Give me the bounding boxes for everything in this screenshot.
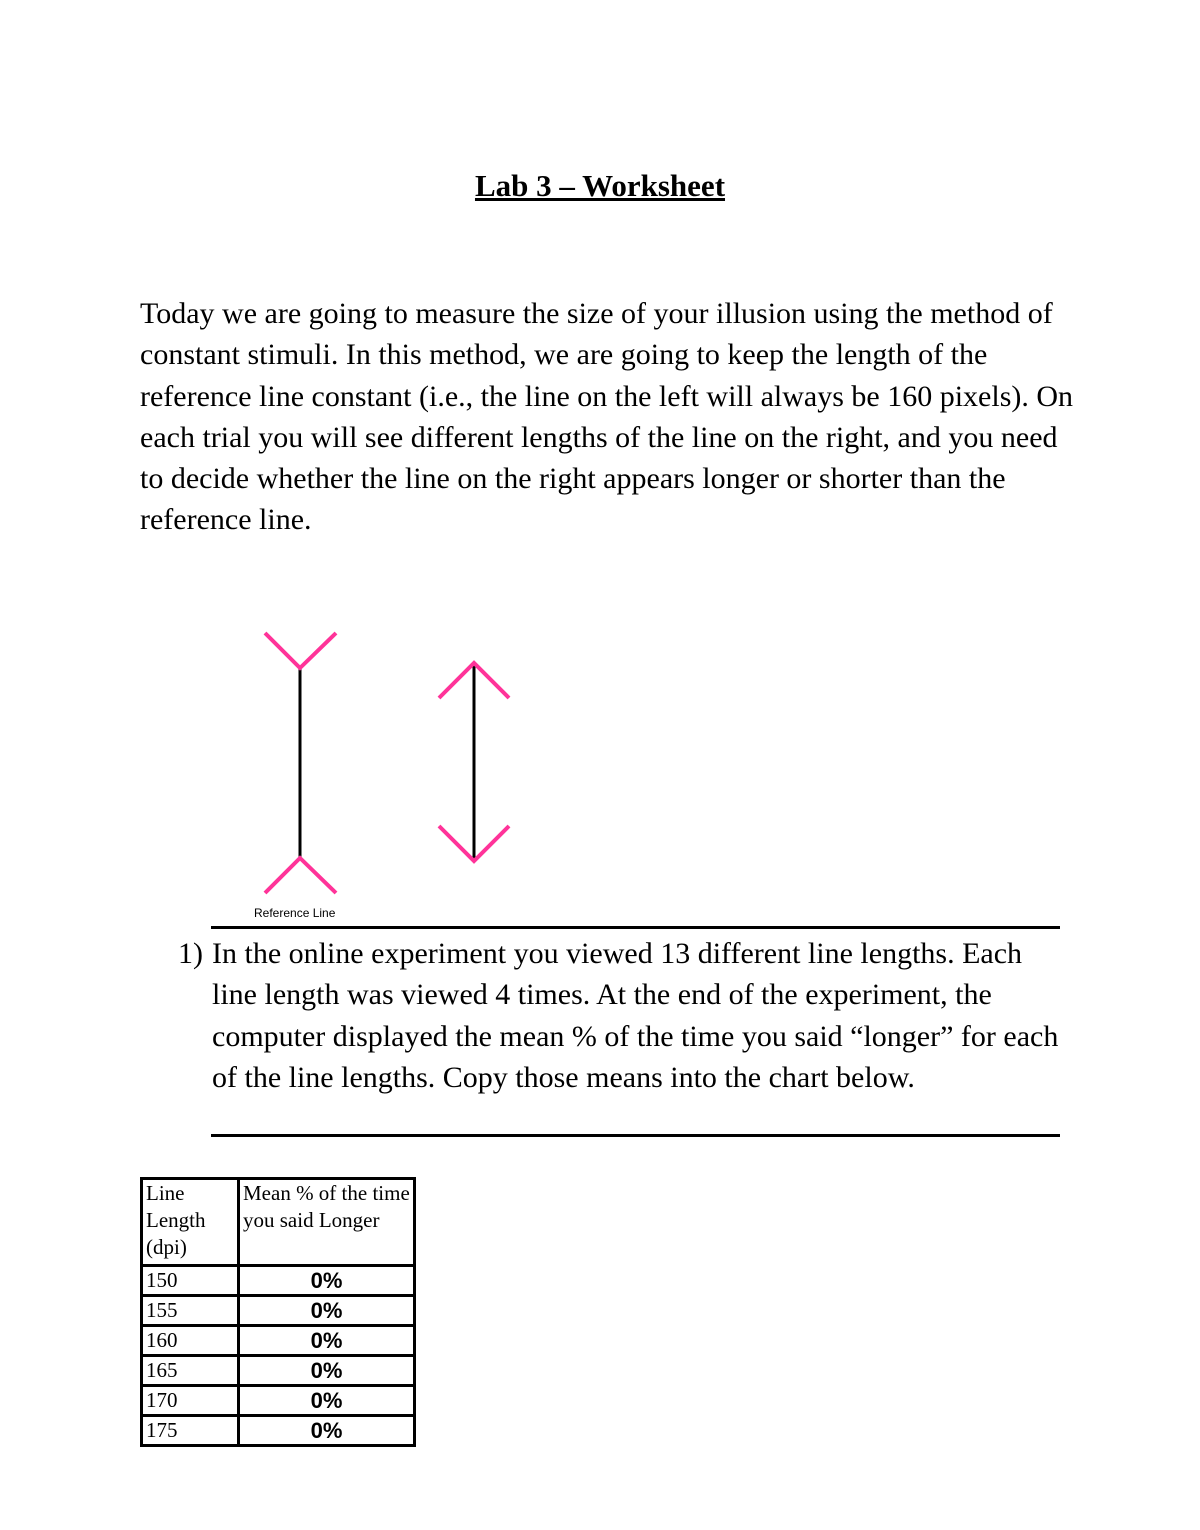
comparison-line-top-arrow (439, 663, 509, 698)
table-row (142, 1266, 415, 1296)
table-row (142, 1326, 415, 1356)
page-title: Lab 3 – Worksheet (474, 168, 726, 203)
mean-longer-cell[interactable]: 0% (239, 1326, 415, 1356)
table-header-row (142, 1179, 415, 1266)
reference-line-bottom-fins (265, 858, 336, 893)
mean-longer-cell[interactable]: 0% (239, 1266, 415, 1296)
question-text: In the online experiment you viewed 13 different line lengths. Each line length was viewed 4 times. At the end of the experiment, the computer displayed the mean % of the time you said “longer” for each of the line lengths. Copy those means into the chart below. (212, 937, 1059, 1094)
results-table (140, 1177, 416, 1447)
line-length-cell: 175 (142, 1416, 239, 1446)
question-bottom-rule (211, 1134, 1060, 1137)
reference-line-top-fins (265, 633, 336, 668)
question-number: 1) (178, 937, 203, 970)
table-row (142, 1356, 415, 1386)
mean-longer-cell[interactable]: 0% (239, 1296, 415, 1326)
header-line-length: Line Length (dpi) (142, 1179, 239, 1266)
mean-longer-cell[interactable]: 0% (239, 1356, 415, 1386)
comparison-line-bottom-arrow (439, 826, 509, 861)
line-length-cell: 160 (142, 1326, 239, 1356)
mean-longer-cell[interactable]: 0% (239, 1416, 415, 1446)
table-row (142, 1296, 415, 1326)
table-row (142, 1416, 415, 1446)
reference-line-label: Reference Line (254, 906, 336, 920)
table-row (142, 1386, 415, 1416)
line-length-cell: 155 (142, 1296, 239, 1326)
mean-longer-cell[interactable]: 0% (239, 1386, 415, 1416)
question-top-rule (211, 926, 1060, 929)
line-length-cell: 165 (142, 1356, 239, 1386)
line-length-cell: 170 (142, 1386, 239, 1416)
header-mean-longer: Mean % of the time you said Longer (239, 1179, 415, 1266)
intro-paragraph: Today we are going to measure the size of your illusion using the method of constant stimuli. In this method, we are going to keep the length of the reference line constant (i.e., the line on the left will always be 160 pixels). On each trial you will see different lengths of the line on the right, and you need to decide whether the line on the right appears longer or shorter than the reference line. (140, 297, 1074, 537)
line-length-cell: 150 (142, 1266, 239, 1296)
